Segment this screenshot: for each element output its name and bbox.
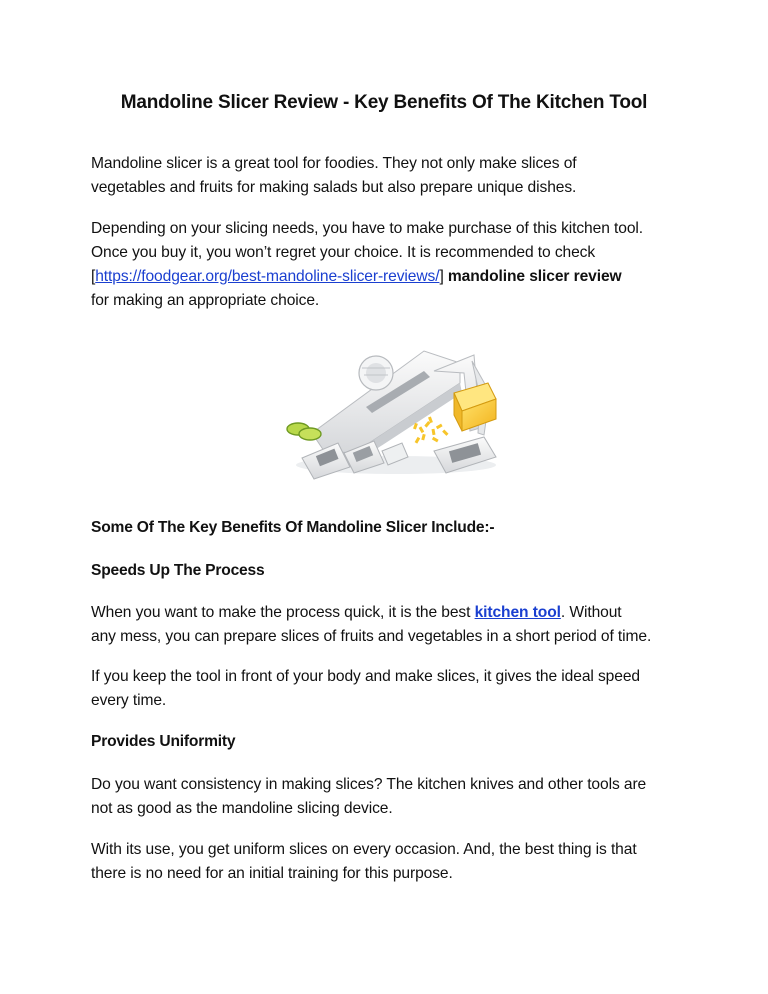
uniformity-paragraph-2 bbox=[91, 838, 691, 886]
intro-paragraph-1 bbox=[91, 152, 691, 200]
intro-p1-line1: Mandoline slicer is a great tool for foodies. They not only make slices of bbox=[91, 155, 577, 172]
intro-p2-line1: Depending on your slicing needs, you have to make purchase of this kitchen tool. bbox=[91, 220, 643, 237]
speeds-p2-line2: every time. bbox=[91, 692, 167, 709]
mandoline-slicer-product-image bbox=[284, 333, 500, 481]
speeds-up-paragraph-1 bbox=[91, 601, 691, 649]
speeds-p1-after: . Without bbox=[560, 604, 622, 621]
mandoline-review-bold-text: mandoline slicer review bbox=[447, 268, 622, 285]
section-heading-uniformity: Provides Uniformity bbox=[91, 733, 236, 750]
bracket-close: ] bbox=[439, 268, 444, 285]
speeds-up-paragraph-2 bbox=[91, 665, 691, 713]
bracket-open: [ bbox=[91, 268, 96, 285]
intro-paragraph-2 bbox=[91, 217, 691, 313]
speeds-p1-line2: any mess, you can prepare slices of fruits and vegetables in a short period of time. bbox=[91, 628, 652, 645]
intro-p2-line2: Once you buy it, you won’t regret your choice. It is recommended to check bbox=[91, 244, 596, 261]
review-url-link[interactable]: https://foodgear.org/best-mandoline-slicer-reviews/ bbox=[95, 268, 440, 285]
uniformity-p1-line2: not as good as the mandoline slicing device. bbox=[91, 800, 393, 817]
intro-p1-line2: vegetables and fruits for making salads but also prepare unique dishes. bbox=[91, 179, 577, 196]
intro-p2-line4: for making an appropriate choice. bbox=[91, 292, 320, 309]
uniformity-p2-line2: there is no need for an initial training for this purpose. bbox=[91, 865, 453, 882]
uniformity-p2-line1: With its use, you get uniform slices on every occasion. And, the best thing is that bbox=[91, 841, 637, 858]
speeds-p1-before: When you want to make the process quick, it is the best bbox=[91, 604, 475, 621]
uniformity-paragraph-1 bbox=[91, 773, 691, 821]
page-title: Mandoline Slicer Review - Key Benefits Of The Kitchen Tool bbox=[120, 92, 648, 113]
speeds-p2-line1: If you keep the tool in front of your body and make slices, it gives the ideal speed bbox=[91, 668, 640, 685]
section-heading-speeds-up: Speeds Up The Process bbox=[91, 562, 265, 579]
kitchen-tool-link[interactable]: kitchen tool bbox=[474, 604, 561, 621]
benefits-heading: Some Of The Key Benefits Of Mandoline Slicer Include:- bbox=[91, 519, 495, 536]
uniformity-p1-line1: Do you want consistency in making slices? The kitchen knives and other tools are bbox=[91, 776, 647, 793]
